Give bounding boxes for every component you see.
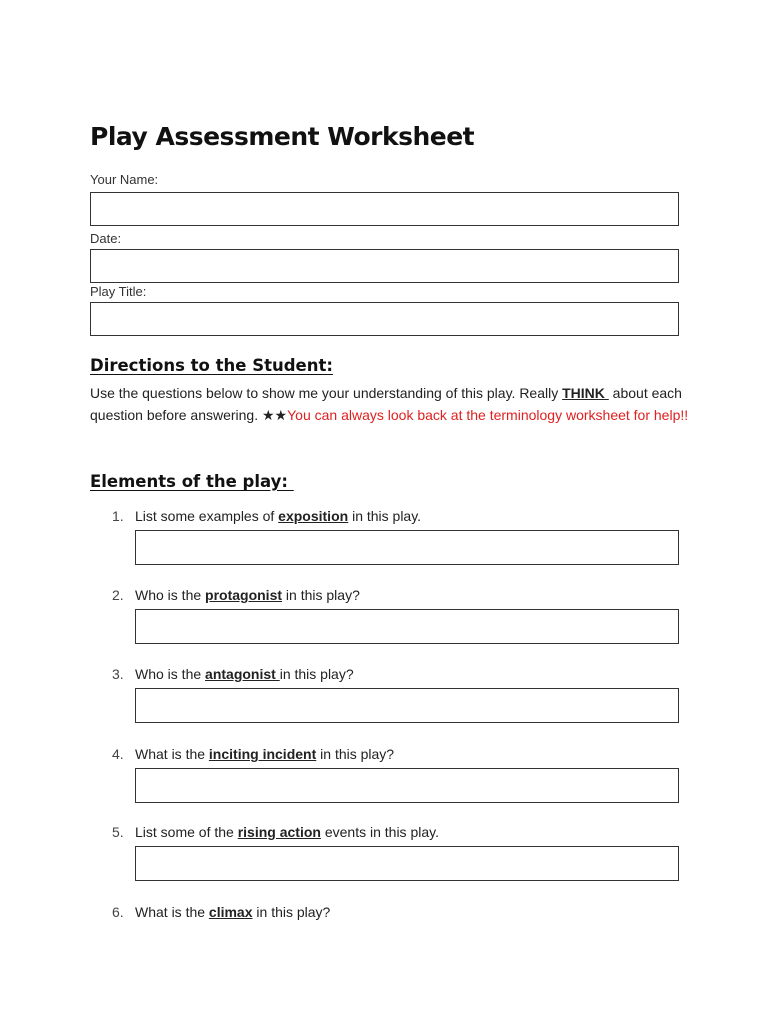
question-number: 2. — [112, 587, 124, 603]
question-number: 3. — [112, 666, 124, 682]
elements-heading: Elements of the play: — [90, 472, 294, 491]
directions-text-part-1: Use the questions below to show me your understanding of this play. Really — [90, 385, 563, 401]
date-label: Date: — [90, 231, 122, 246]
question-term: antagonist — [205, 666, 280, 682]
question-number: 5. — [112, 824, 124, 840]
question-3 — [112, 666, 354, 682]
question-number: 1. — [112, 508, 124, 524]
question-1 — [112, 508, 421, 524]
directions-text-part-2: about each question before answering. — [90, 385, 682, 423]
question-4 — [112, 746, 394, 762]
page-title: Play Assessment Worksheet — [90, 122, 475, 151]
play-title-field[interactable] — [90, 302, 679, 336]
question-text: in this play? — [279, 666, 354, 682]
question-term: inciting incident — [208, 746, 317, 762]
question-term: exposition — [278, 508, 349, 524]
question-text: in this play. — [348, 508, 422, 524]
terminology-reminder: You can always look back at the terminology worksheet for help!! — [287, 407, 689, 423]
your-name-field[interactable] — [90, 192, 679, 226]
star-icon: ★★ — [262, 407, 288, 423]
question-text: List some of the — [135, 824, 238, 840]
question-number: 6. — [112, 904, 124, 920]
question-text: events in this play. — [320, 824, 439, 840]
question-number: 4. — [112, 746, 124, 762]
answer-box-5[interactable] — [135, 846, 679, 881]
question-text: in this play? — [282, 587, 360, 603]
answer-box-4[interactable] — [135, 768, 679, 803]
question-text: Who is the — [135, 666, 206, 682]
question-6 — [112, 904, 330, 920]
question-text: in this play? — [316, 746, 395, 762]
question-2 — [112, 587, 360, 603]
directions-text — [90, 382, 690, 426]
think-emphasis: THINK — [562, 385, 609, 401]
question-term: protagonist — [205, 587, 283, 603]
question-text: in this play? — [252, 904, 331, 920]
directions-heading: Directions to the Student: — [90, 356, 333, 375]
your-name-label: Your Name: — [90, 172, 159, 187]
question-term: climax — [208, 904, 253, 920]
answer-box-2[interactable] — [135, 609, 679, 644]
question-term: rising action — [237, 824, 321, 840]
question-text: List some examples of — [135, 508, 279, 524]
question-text: What is the — [135, 746, 209, 762]
question-text: What is the — [135, 904, 209, 920]
question-text: Who is the — [135, 587, 206, 603]
answer-box-1[interactable] — [135, 530, 679, 565]
date-field[interactable] — [90, 249, 679, 283]
play-title-label: Play Title: — [90, 284, 147, 299]
answer-box-3[interactable] — [135, 688, 679, 723]
question-5 — [112, 824, 439, 840]
